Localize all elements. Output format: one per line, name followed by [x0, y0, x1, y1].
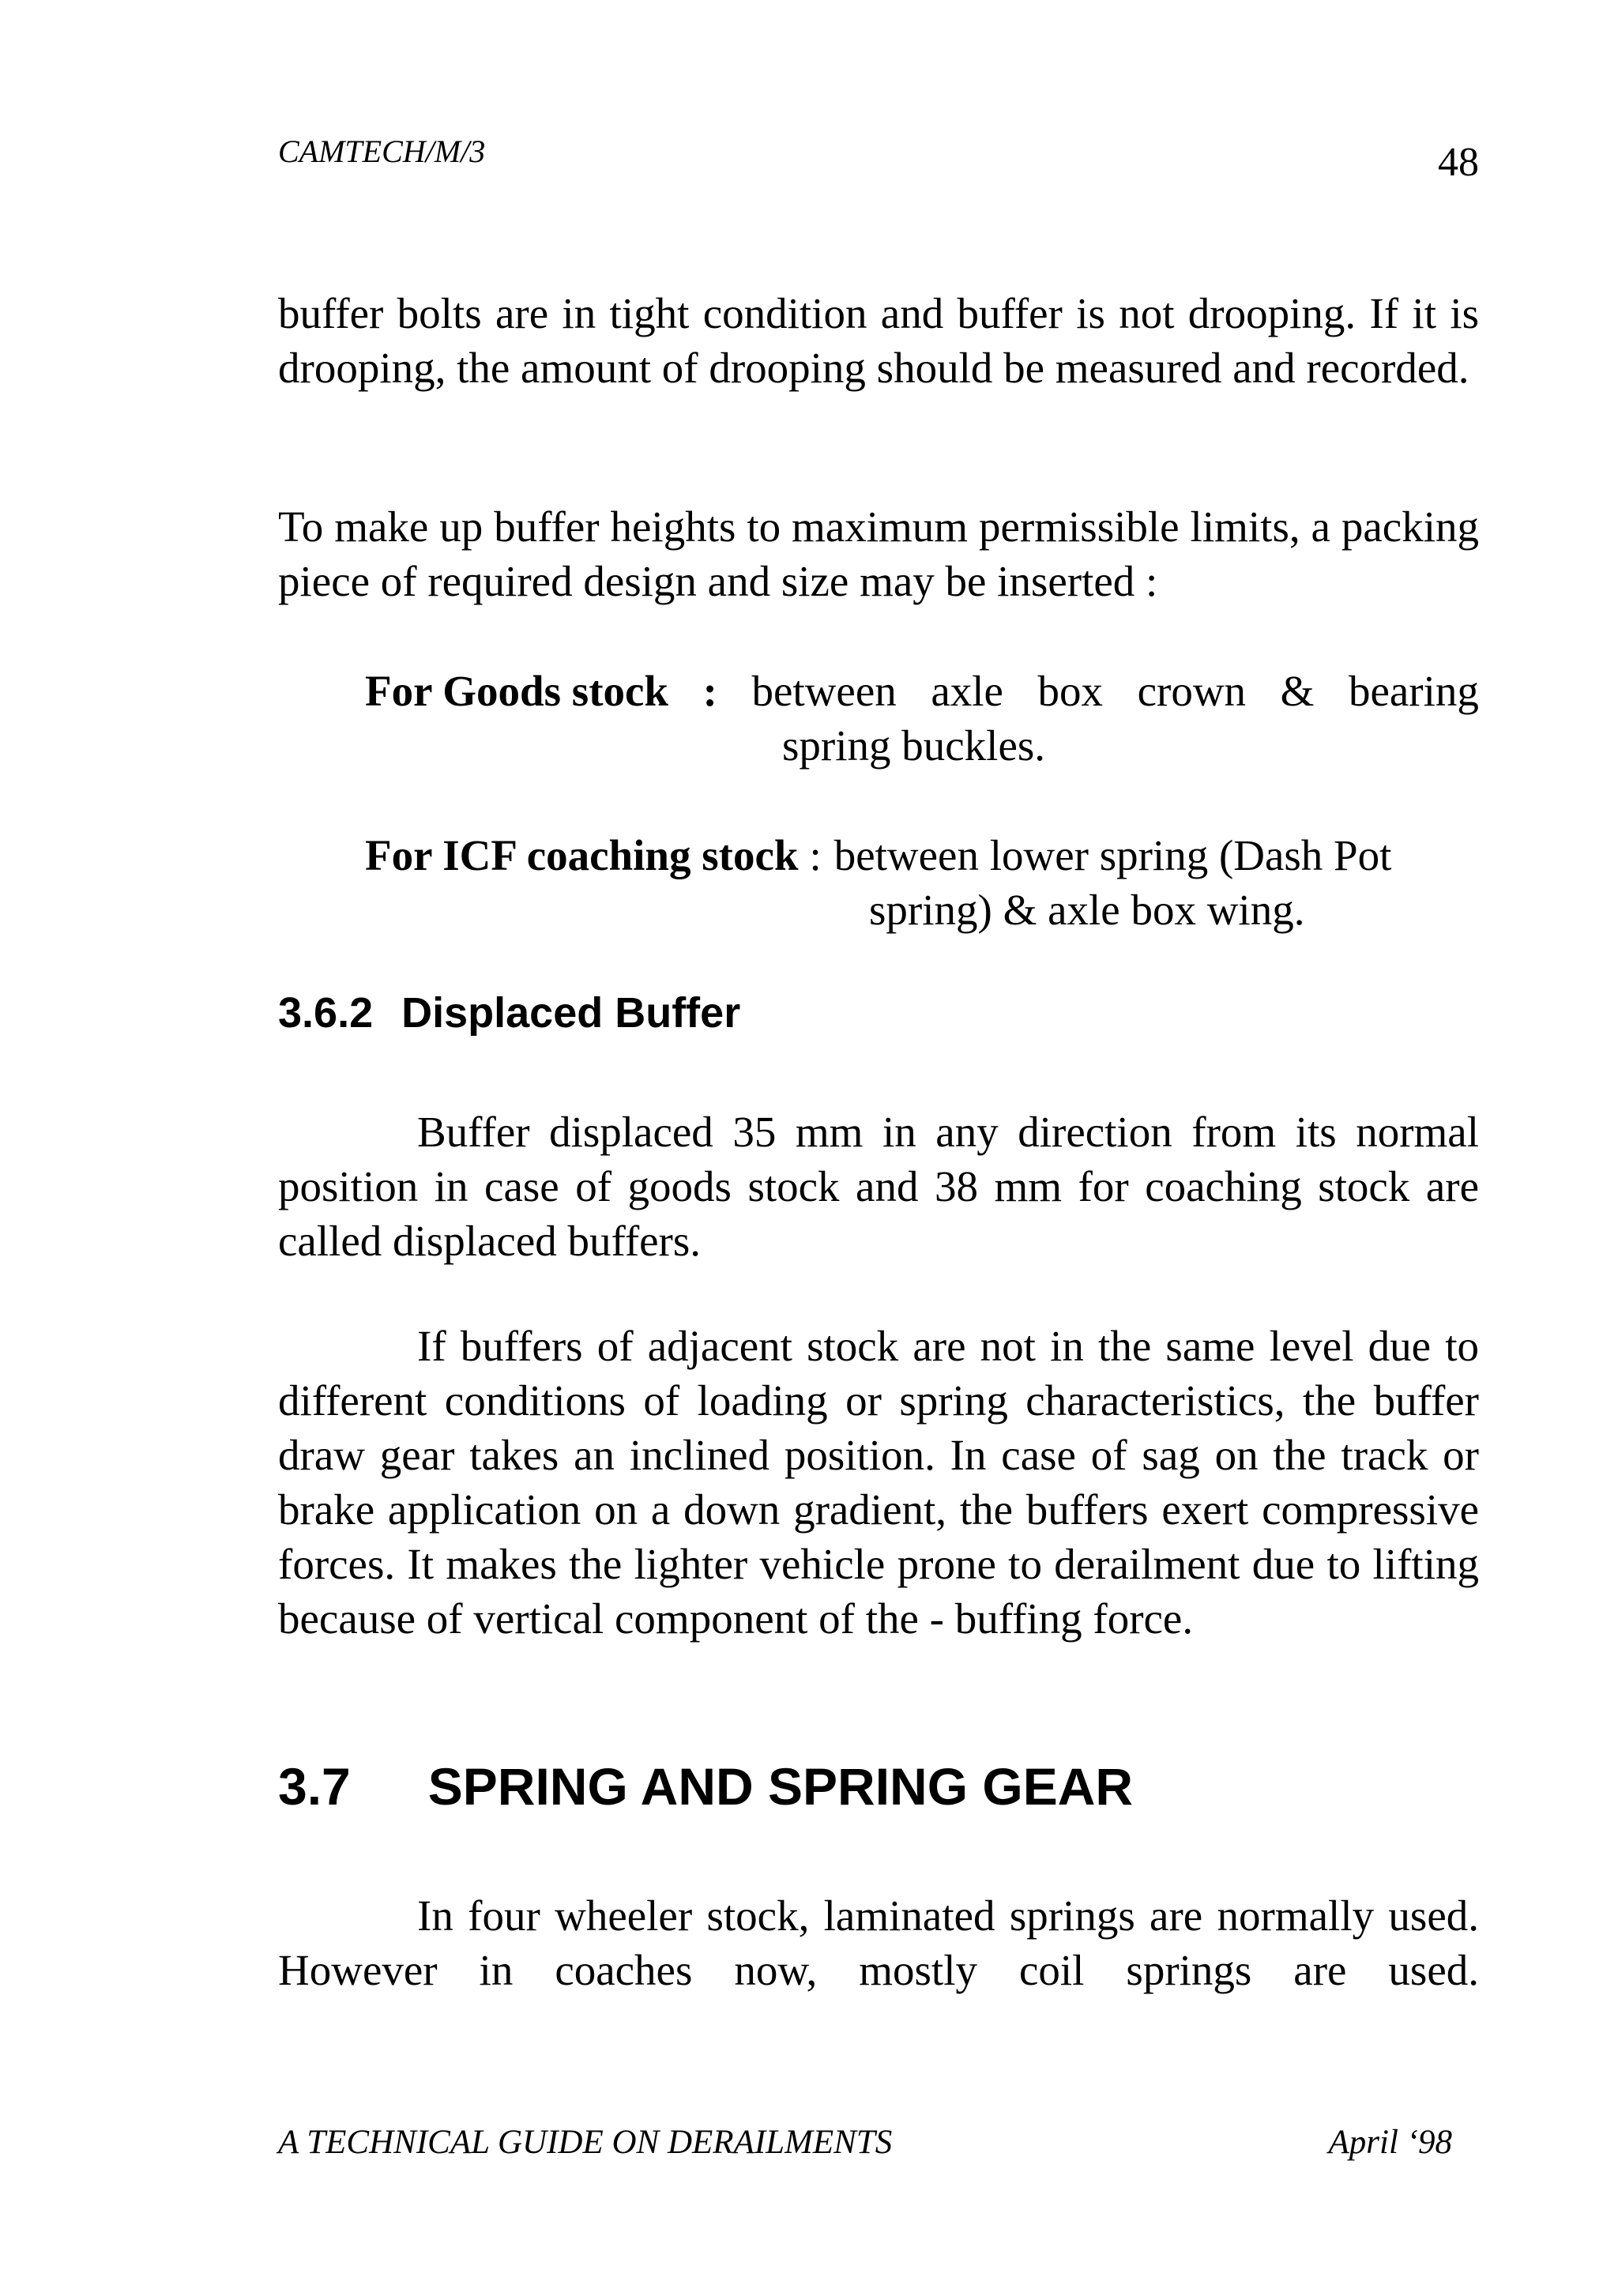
footer-title: A TECHNICAL GUIDE ON DERAILMENTS [278, 2124, 893, 2161]
paragraph-text: In four wheeler stock, laminated springs are normally used. However in coaches now, mostly coil springs are used. [278, 1891, 1479, 1994]
paragraph-buffer-levels [278, 1319, 1479, 1646]
section-number: 3.7 [278, 1757, 351, 1816]
paragraph-text: To make up buffer heights to maximum permissible limits, a packing piece of required design and size may be inserted : [278, 502, 1479, 605]
footer-date: April ‘98 [1328, 2124, 1452, 2161]
definition-colon: : [702, 667, 717, 715]
definition-word: crown [1137, 667, 1247, 715]
definition-word: bearing [1348, 667, 1479, 715]
section-heading-spring-gear [278, 1757, 1134, 1816]
definition-term: For ICF coaching stock [365, 831, 799, 879]
definition-continuation: spring) & axle box wing. [869, 886, 1305, 934]
paragraph-text: Buffer displaced 35 mm in any direction from its normal position in case of goods stock and 38 mm for coaching stock are called displaced buffers. [278, 1108, 1479, 1265]
paragraph-text: buffer bolts are in tight condition and buffer is not drooping. If it is drooping, the amount of drooping should be measured and recorded. [278, 289, 1479, 392]
section-heading-displaced-buffer [278, 989, 741, 1037]
definition-colon: : [809, 831, 822, 879]
paragraph-text: If buffers of adjacent stock are not in the same level due to different conditions of loading or spring characteristics, the buffer draw gear takes an inclined position. In case of sag on the track or brake application on a down gradient, the buffers exert compressive forces. It makes the lighter vehicle prone to derailment due to lifting because of vertical component of the - buffing force. [278, 1322, 1479, 1643]
definition-word: between [751, 667, 897, 715]
doc-code: CAMTECH/M/3 [278, 134, 486, 169]
section-title: Displaced Buffer [401, 989, 741, 1037]
page-number: 48 [1438, 140, 1479, 185]
definition-word: & [1280, 667, 1315, 715]
definition-icf-coaching-stock [365, 828, 1479, 937]
definition-goods-stock [365, 664, 1479, 773]
paragraph-displaced-definition [278, 1105, 1479, 1268]
section-number: 3.6.2 [278, 989, 374, 1037]
definition-term: For Goods stock [365, 667, 669, 715]
paragraph-springs [278, 1888, 1479, 1997]
paragraph-buffer-heights [278, 499, 1479, 608]
definition-word: axle [931, 667, 1003, 715]
definition-text: between lower spring (Dash Pot [833, 831, 1392, 879]
definition-word: box [1037, 667, 1104, 715]
section-title: SPRING AND SPRING GEAR [427, 1757, 1134, 1816]
definition-continuation: spring buckles. [782, 721, 1046, 770]
paragraph-buffer-bolts [278, 286, 1479, 395]
